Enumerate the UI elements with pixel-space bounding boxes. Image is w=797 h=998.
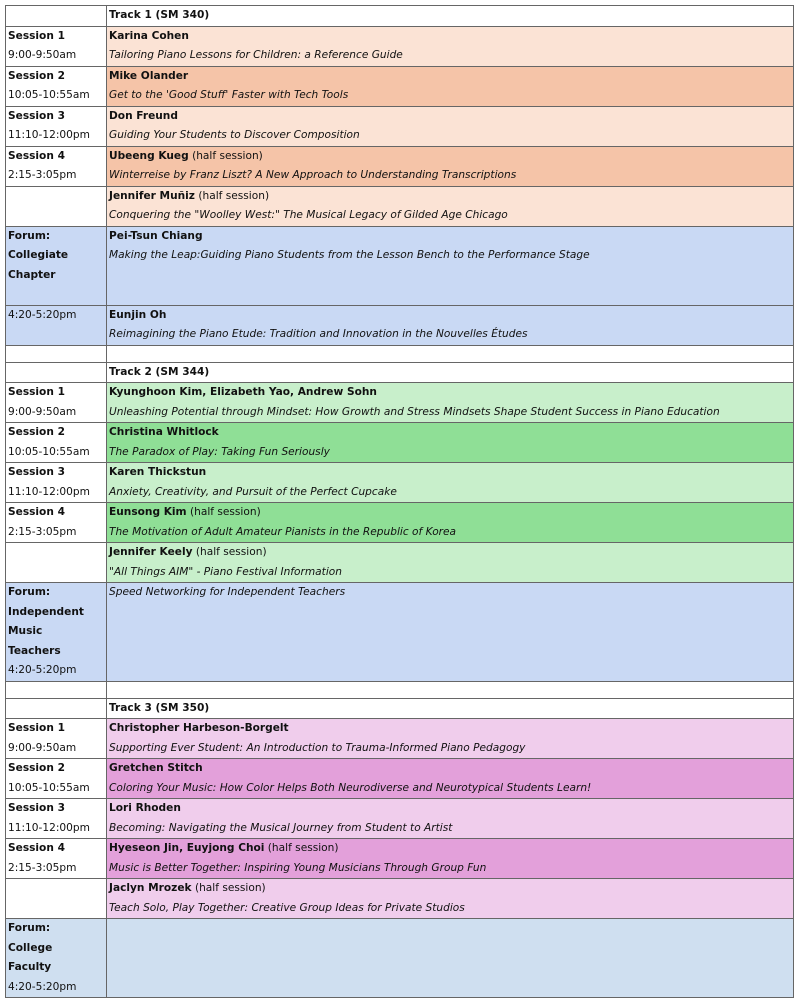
presenter-name: Karina Cohen bbox=[109, 29, 189, 42]
session-title: Becoming: Navigating the Musical Journey from Student to Artist bbox=[109, 821, 453, 834]
presenter-note: (half session) bbox=[188, 149, 263, 162]
session-row bbox=[6, 543, 794, 583]
session-title: The Motivation of Adult Amateur Pianists in the Republic of Korea bbox=[109, 525, 457, 538]
track-header-blank bbox=[6, 698, 107, 719]
session-title: "All Things AIM" - Piano Festival Information bbox=[109, 565, 342, 578]
session-info-cell bbox=[6, 543, 107, 583]
session-row bbox=[6, 106, 794, 146]
session-detail-cell bbox=[107, 383, 794, 423]
session-time: 2:15-3:05pm bbox=[8, 861, 77, 874]
session-time: 11:10-12:00pm bbox=[8, 485, 90, 498]
session-info-cell bbox=[6, 839, 107, 879]
forum-label-line: Teachers bbox=[8, 644, 61, 657]
track-header: Track 1 (SM 340) bbox=[107, 6, 794, 27]
session-title: Conquering the "Woolley West:" The Musical Legacy of Gilded Age Chicago bbox=[109, 209, 508, 221]
session-row bbox=[6, 463, 794, 503]
session-detail-cell bbox=[107, 186, 794, 226]
session-time: 10:05-10:55am bbox=[8, 445, 90, 458]
presenter-line bbox=[109, 107, 791, 127]
forum-detail-cell bbox=[107, 919, 794, 998]
session-time: 11:10-12:00pm bbox=[8, 129, 90, 141]
presenter-note: (half session) bbox=[264, 842, 339, 854]
session-title: Winterreise by Franz Liszt? A New Approach to Understanding Transcriptions bbox=[109, 169, 517, 181]
forum-detail-cell bbox=[107, 226, 794, 305]
session-title: Guiding Your Students to Discover Composition bbox=[109, 129, 360, 141]
presenter-name: Kyunghoon Kim, Elizabeth Yao, Andrew Sohn bbox=[109, 386, 377, 398]
session-info-cell bbox=[6, 106, 107, 146]
session-title: Supporting Ever Student: An Introduction to Trauma-Informed Piano Pedagogy bbox=[109, 741, 526, 754]
session-detail-cell bbox=[107, 423, 794, 463]
track-spacer-row bbox=[6, 345, 794, 362]
presenter-line bbox=[109, 147, 791, 167]
session-label: Session 2 bbox=[8, 69, 65, 82]
session-info-cell bbox=[6, 759, 107, 799]
session-label bbox=[8, 187, 104, 207]
presenter-note: (half session) bbox=[191, 882, 266, 894]
presenter-name: Don Freund bbox=[109, 109, 178, 122]
schedule-body bbox=[6, 6, 794, 998]
session-detail-cell bbox=[107, 26, 794, 66]
track-header-blank bbox=[6, 6, 107, 27]
forum-row bbox=[6, 919, 794, 998]
presenter-name: Mike Olander bbox=[109, 69, 189, 82]
presenter-name: Eunsong Kim bbox=[109, 506, 187, 518]
presenter-name: Ubeeng Kueg bbox=[109, 149, 189, 162]
session-title: Coloring Your Music: How Color Helps Both Neurodiverse and Neurotypical Students Learn! bbox=[109, 781, 592, 794]
session-row bbox=[6, 26, 794, 66]
forum-info-cell bbox=[6, 919, 107, 998]
session-label bbox=[8, 543, 104, 563]
session-detail-cell bbox=[107, 879, 794, 919]
presenter-name: Jennifer Muñiz bbox=[109, 189, 195, 202]
session-detail-cell bbox=[107, 759, 794, 799]
spacer-cell bbox=[6, 345, 107, 362]
session-detail-cell bbox=[107, 543, 794, 583]
schedule-table bbox=[5, 5, 794, 998]
session-detail-cell bbox=[107, 839, 794, 879]
presenter-name: Christina Whitlock bbox=[109, 426, 219, 438]
presenter-line bbox=[109, 67, 791, 87]
forum-label-line: Forum: bbox=[8, 922, 51, 934]
session-info-cell bbox=[6, 503, 107, 543]
track-spacer-row bbox=[6, 681, 794, 698]
session-info-cell bbox=[6, 879, 107, 919]
forum-label-line: Collegiate bbox=[8, 249, 69, 261]
presenter-name: Jennifer Keely bbox=[109, 546, 193, 558]
forum-title: Making the Leap:Guiding Piano Students from the Lesson Bench to the Performance Stage bbox=[109, 249, 590, 261]
session-info-cell bbox=[6, 719, 107, 759]
session-row bbox=[6, 759, 794, 799]
forum-label-line: Music bbox=[8, 625, 43, 637]
forum-spacer-line bbox=[8, 325, 104, 345]
track-header-row bbox=[6, 698, 794, 719]
session-title: Teach Solo, Play Together: Creative Group Ideas for Private Studios bbox=[109, 901, 465, 914]
presenter-name: Eunjin Oh bbox=[109, 308, 167, 321]
session-info-cell bbox=[6, 186, 107, 226]
session-label: Session 2 bbox=[8, 426, 65, 438]
track-header-row bbox=[6, 362, 794, 383]
session-label bbox=[8, 879, 104, 899]
session-row bbox=[6, 186, 794, 226]
session-info-cell bbox=[6, 66, 107, 106]
forum-row bbox=[6, 226, 794, 305]
forum-label-line: Forum: bbox=[8, 586, 51, 598]
presenter-note: (half session) bbox=[186, 506, 261, 518]
session-detail-cell bbox=[107, 106, 794, 146]
track-header-row bbox=[6, 6, 794, 27]
forum-label-line: Faculty bbox=[8, 961, 52, 973]
session-detail-cell bbox=[107, 799, 794, 839]
session-label: Session 1 bbox=[8, 386, 65, 398]
presenter-note: (half session) bbox=[192, 546, 267, 558]
session-label: Session 1 bbox=[8, 722, 65, 734]
forum-label-line: Independent bbox=[8, 605, 84, 618]
spacer-cell bbox=[107, 345, 794, 362]
presenter-line bbox=[109, 503, 791, 523]
session-time: 9:00-9:50am bbox=[8, 49, 77, 61]
forum-info-cell bbox=[6, 226, 107, 305]
session-detail-cell bbox=[107, 146, 794, 186]
presenter-name: Pei-Tsun Chiang bbox=[109, 229, 203, 242]
session-label: Session 4 bbox=[8, 149, 65, 162]
session-time: 10:05-10:55am bbox=[8, 781, 90, 794]
spacer-cell bbox=[107, 681, 794, 698]
presenter-line bbox=[109, 383, 791, 403]
presenter-name: Hyeseon Jin, Euyjong Choi bbox=[109, 842, 265, 854]
session-detail-cell bbox=[107, 66, 794, 106]
session-time: 2:15-3:05pm bbox=[8, 169, 77, 181]
session-detail-cell bbox=[107, 503, 794, 543]
session-title: Anxiety, Creativity, and Pursuit of the Perfect Cupcake bbox=[109, 485, 397, 498]
presenter-line bbox=[109, 719, 791, 739]
session-title: Unleashing Potential through Mindset: How Growth and Stress Mindsets Shape Student Success in Piano Education bbox=[109, 405, 720, 418]
presenter-line bbox=[109, 879, 791, 899]
track-header: Track 3 (SM 350) bbox=[107, 698, 794, 719]
forum-title: Reimagining the Piano Etude: Tradition and Innovation in the Nouvelles Études bbox=[109, 328, 528, 340]
presenter-line bbox=[109, 463, 791, 483]
presenter-line bbox=[109, 27, 791, 47]
session-row bbox=[6, 423, 794, 463]
session-time: 2:15-3:05pm bbox=[8, 525, 77, 538]
session-label: Session 4 bbox=[8, 506, 65, 518]
presenter-line bbox=[109, 543, 791, 563]
forum-spacer-line bbox=[8, 285, 104, 305]
session-title: Music is Better Together: Inspiring Young Musicians Through Group Fun bbox=[109, 861, 487, 874]
forum-row bbox=[6, 305, 794, 345]
presenter-note: (half session) bbox=[194, 189, 270, 202]
session-info-cell bbox=[6, 26, 107, 66]
track-header: Track 2 (SM 344) bbox=[107, 362, 794, 383]
session-label: Session 3 bbox=[8, 109, 65, 122]
session-row bbox=[6, 503, 794, 543]
session-info-cell bbox=[6, 383, 107, 423]
presenter-line bbox=[109, 839, 791, 859]
presenter-line bbox=[109, 187, 791, 207]
presenter-line bbox=[109, 423, 791, 443]
track-header-blank bbox=[6, 362, 107, 383]
session-info-cell bbox=[6, 799, 107, 839]
session-label: Session 1 bbox=[8, 29, 65, 42]
session-row bbox=[6, 839, 794, 879]
forum-time: 4:20-5:20pm bbox=[8, 664, 77, 676]
presenter-line bbox=[109, 306, 791, 326]
session-time: 11:10-12:00pm bbox=[8, 821, 90, 834]
forum-time: 4:20-5:20pm bbox=[8, 308, 77, 321]
presenter-name: Lori Rhoden bbox=[109, 802, 181, 814]
session-row bbox=[6, 799, 794, 839]
session-title: Get to the 'Good Stuff' Faster with Tech Tools bbox=[109, 89, 349, 101]
session-label: Session 2 bbox=[8, 762, 65, 774]
session-row bbox=[6, 146, 794, 186]
forum-label-line: Forum: bbox=[8, 229, 51, 242]
presenter-line bbox=[109, 799, 791, 819]
forum-label-line: Chapter bbox=[8, 268, 56, 281]
session-info-cell bbox=[6, 463, 107, 503]
forum-detail-cell bbox=[107, 583, 794, 682]
presenter-name: Gretchen Stitch bbox=[109, 762, 203, 774]
presenter-line bbox=[109, 227, 791, 247]
forum-detail-cell bbox=[107, 305, 794, 345]
session-info-cell bbox=[6, 146, 107, 186]
session-title: Tailoring Piano Lessons for Children: a Reference Guide bbox=[109, 49, 403, 61]
session-time: 9:00-9:50am bbox=[8, 405, 77, 418]
session-label: Session 3 bbox=[8, 466, 65, 478]
forum-label-line: College bbox=[8, 941, 53, 954]
session-time: 10:05-10:55am bbox=[8, 89, 90, 101]
session-info-cell bbox=[6, 423, 107, 463]
forum-row bbox=[6, 583, 794, 682]
presenter-line bbox=[109, 759, 791, 779]
forum-info-cell bbox=[6, 305, 107, 345]
session-detail-cell bbox=[107, 463, 794, 503]
session-row bbox=[6, 383, 794, 423]
session-row bbox=[6, 879, 794, 919]
session-label: Session 3 bbox=[8, 802, 65, 814]
session-label: Session 4 bbox=[8, 842, 65, 854]
forum-time: 4:20-5:20pm bbox=[8, 980, 77, 993]
forum-title: Speed Networking for Independent Teachers bbox=[109, 586, 346, 598]
spacer-cell bbox=[6, 681, 107, 698]
presenter-name: Karen Thickstun bbox=[109, 466, 207, 478]
session-title: The Paradox of Play: Taking Fun Seriously bbox=[109, 445, 330, 458]
presenter-name: Jaclyn Mrozek bbox=[109, 882, 192, 894]
session-row bbox=[6, 66, 794, 106]
presenter-name: Christopher Harbeson-Borgelt bbox=[109, 722, 289, 734]
session-detail-cell bbox=[107, 719, 794, 759]
session-row bbox=[6, 719, 794, 759]
forum-info-cell bbox=[6, 583, 107, 682]
session-time: 9:00-9:50am bbox=[8, 741, 77, 754]
